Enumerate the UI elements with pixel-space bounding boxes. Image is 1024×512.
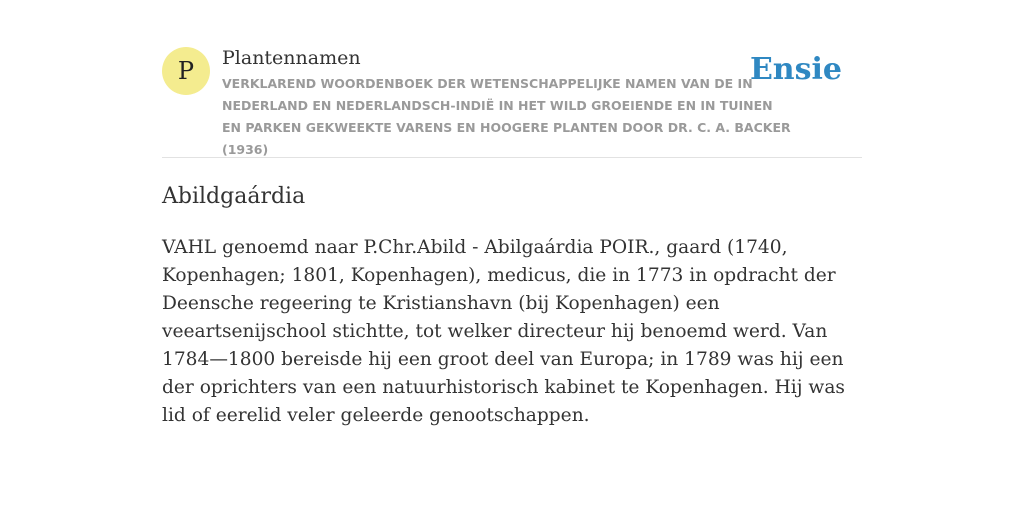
source-avatar[interactable]: P xyxy=(162,47,210,95)
entry-header xyxy=(162,44,862,158)
source-title[interactable]: Plantennamen xyxy=(222,47,361,69)
ensie-logo[interactable]: Ensie xyxy=(749,52,842,87)
source-subtitle: VERKLAREND WOORDENBOEK DER WETENSCHAPPELIJKE NAMEN VAN DE IN NEDERLAND EN NEDERLANDSCH-INDIË IN HET WILD GROEIENDE EN IN TUINEN EN PARKEN GEKWEEKTE VARENS EN HOOGERE PLANTEN DOOR DR. C. A. BACKER (1936) xyxy=(222,76,791,157)
entry-card xyxy=(162,44,862,430)
entry-term: Abildgaárdia xyxy=(162,184,306,209)
source-info xyxy=(222,44,794,161)
entry-definition: VAHL genoemd naar P.Chr.Abild - Abilgaárdia POIR., gaard (1740, Kopenhagen; 1801, Kopenhagen), medicus, die in 1773 in opdracht der Deensche regeering te Kristianshavn (bij Kopenhagen) een veeartsenijschool stichtte, tot welker directeur hij benoemd werd. Van 1784—1800 bereisde hij een groot deel van Europa; in 1789 was hij een der oprichters van een natuurhistorisch kabinet te Kopenhagen. Hij was lid of eerelid veler geleerde genootschappen. xyxy=(162,237,845,426)
